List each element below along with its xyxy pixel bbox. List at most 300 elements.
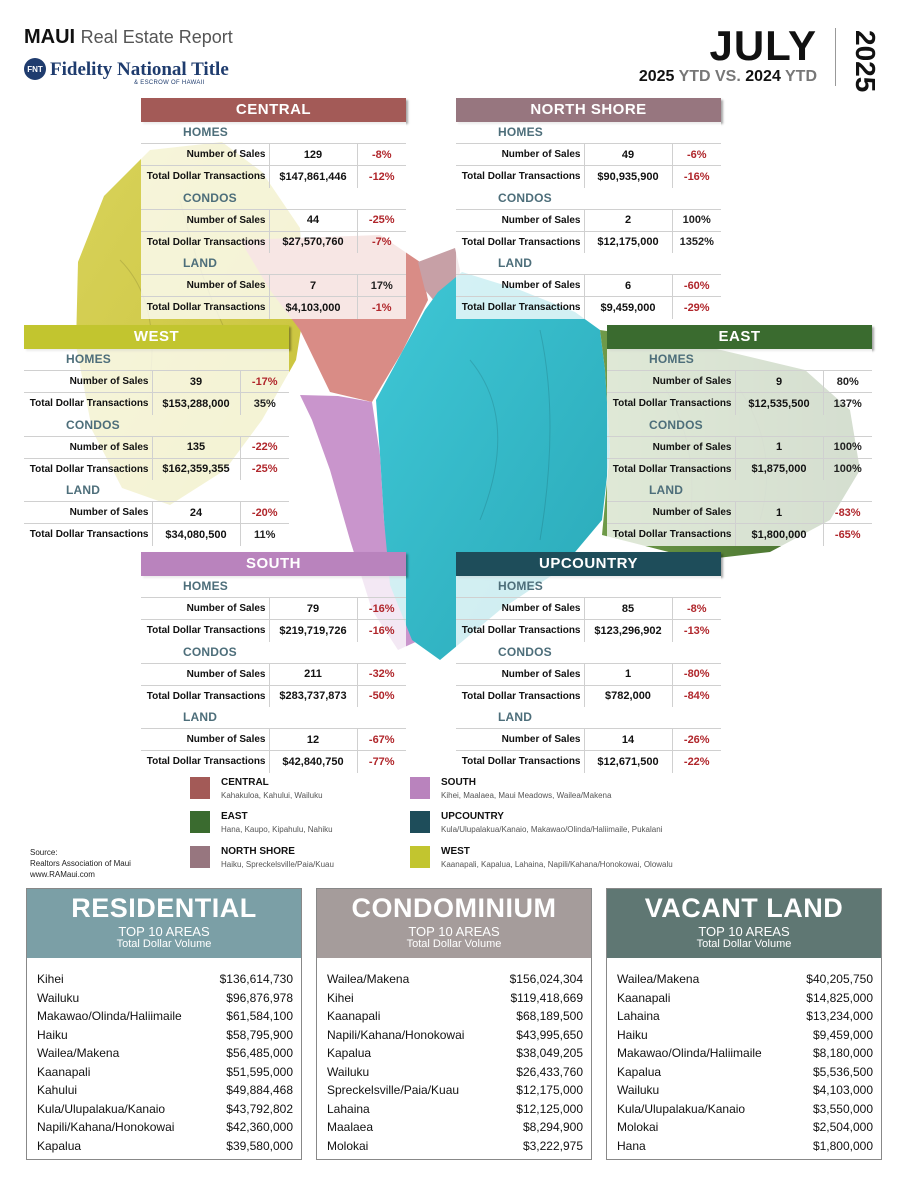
region-bar-east: EAST bbox=[607, 325, 872, 349]
dollar-change: 137% bbox=[823, 393, 872, 415]
area-name: Kaanapali bbox=[617, 990, 671, 1005]
list-item bbox=[617, 1044, 873, 1063]
legend-name: CENTRAL bbox=[221, 777, 269, 788]
area-name: Molokai bbox=[617, 1120, 659, 1134]
stats-table-homes bbox=[141, 143, 406, 188]
row-label: Total Dollar Transactions bbox=[141, 166, 269, 188]
table-row bbox=[456, 275, 721, 297]
stats-table-condos bbox=[141, 663, 406, 708]
sales-change: 100% bbox=[672, 209, 721, 231]
area-volume: $2,504,000 bbox=[812, 1120, 873, 1134]
row-label: Total Dollar Transactions bbox=[607, 393, 735, 415]
area-volume: $9,459,000 bbox=[812, 1027, 873, 1042]
area-name: Napili/Kahana/Honokowai bbox=[327, 1027, 465, 1042]
list-item bbox=[327, 1063, 583, 1082]
table-row bbox=[141, 166, 406, 188]
sales-change: -25% bbox=[357, 209, 406, 231]
dollar-change: -12% bbox=[357, 166, 406, 188]
area-name: Kaanapali bbox=[327, 1009, 381, 1023]
dollar-change: 11% bbox=[240, 524, 289, 546]
table-row bbox=[456, 166, 721, 188]
dollar-volume: $782,000 bbox=[584, 685, 672, 707]
area-volume: $58,795,900 bbox=[226, 1027, 293, 1042]
list-item bbox=[327, 989, 583, 1008]
top10-header-condominium bbox=[317, 889, 591, 958]
sales-count: 6 bbox=[584, 275, 672, 297]
list-item bbox=[617, 1007, 873, 1026]
list-item bbox=[617, 970, 873, 989]
table-row bbox=[141, 685, 406, 707]
sales-count: 79 bbox=[269, 598, 357, 620]
stats-table-land bbox=[141, 728, 406, 773]
stats-table-land bbox=[141, 274, 406, 319]
dollar-change: 35% bbox=[240, 393, 289, 415]
area-volume: $119,418,669 bbox=[510, 990, 583, 1005]
top10-subtitle-2: Total Dollar Volume bbox=[116, 938, 212, 950]
area-volume: $56,485,000 bbox=[226, 1046, 293, 1060]
list-item bbox=[617, 1063, 873, 1082]
section-label-condos: CONDOS bbox=[66, 417, 120, 432]
legend-swatch-west bbox=[410, 846, 430, 868]
top10-subtitle-2: Total Dollar Volume bbox=[406, 938, 502, 950]
area-volume: $38,049,205 bbox=[516, 1046, 583, 1060]
sales-change: -32% bbox=[357, 663, 406, 685]
area-name: Molokai bbox=[327, 1138, 369, 1153]
area-volume: $12,175,000 bbox=[516, 1083, 583, 1097]
sales-count: 211 bbox=[269, 663, 357, 685]
stats-table-homes bbox=[141, 597, 406, 642]
dollar-change: 1352% bbox=[672, 231, 721, 253]
sales-change: 80% bbox=[823, 371, 872, 393]
list-item bbox=[617, 989, 873, 1008]
area-name: Haiku bbox=[617, 1027, 648, 1042]
row-label: Number of Sales bbox=[141, 144, 269, 166]
area-name: Spreckelsville/Paia/Kuau bbox=[327, 1083, 460, 1097]
list-item bbox=[327, 1007, 583, 1026]
table-row bbox=[456, 209, 721, 231]
brand-name: MAUI bbox=[24, 26, 76, 48]
region-panel-central bbox=[141, 98, 406, 319]
top10-vacant-land bbox=[606, 888, 882, 1160]
top10-header-residential bbox=[27, 889, 301, 958]
area-volume: $3,550,000 bbox=[812, 1101, 873, 1116]
row-label: Total Dollar Transactions bbox=[24, 524, 152, 546]
row-label: Number of Sales bbox=[141, 729, 269, 751]
area-name: Kula/Ulupalakua/Kanaio bbox=[617, 1101, 746, 1116]
list-item bbox=[37, 1137, 293, 1156]
ytd-year-prior: 2024 bbox=[745, 68, 781, 85]
section-label-homes: HOMES bbox=[498, 125, 544, 139]
area-name: Wailea/Makena bbox=[617, 972, 700, 986]
area-name: Kapalua bbox=[37, 1138, 82, 1153]
ytd-end: YTD bbox=[785, 68, 817, 85]
section-label-condos: CONDOS bbox=[649, 417, 703, 432]
sales-change: -17% bbox=[240, 371, 289, 393]
region-panel-north-shore bbox=[456, 98, 721, 319]
top10-list-condominium bbox=[317, 958, 591, 1155]
dollar-volume: $9,459,000 bbox=[584, 297, 672, 319]
row-label: Total Dollar Transactions bbox=[24, 458, 152, 480]
area-name: Kihei bbox=[327, 990, 354, 1005]
table-row bbox=[24, 436, 289, 458]
top10-subtitle: TOP 10 AREAS bbox=[118, 924, 210, 939]
top10-subtitle-2: Total Dollar Volume bbox=[696, 938, 792, 950]
area-name: Kapalua bbox=[617, 1064, 662, 1079]
list-item bbox=[327, 1118, 583, 1137]
dollar-change: -1% bbox=[357, 297, 406, 319]
legend-east bbox=[190, 811, 333, 834]
row-label: Number of Sales bbox=[141, 209, 269, 231]
section-label-land: LAND bbox=[498, 710, 533, 724]
area-volume: $96,876,978 bbox=[226, 990, 293, 1005]
table-row bbox=[607, 393, 872, 415]
section-label-condos: CONDOS bbox=[498, 190, 552, 205]
table-row bbox=[24, 371, 289, 393]
top10-residential bbox=[26, 888, 302, 1160]
area-volume: $49,884,468 bbox=[226, 1083, 293, 1097]
area-volume: $3,222,975 bbox=[522, 1138, 583, 1153]
dollar-volume: $123,296,902 bbox=[584, 620, 672, 642]
area-name: Lahaina bbox=[327, 1101, 370, 1116]
sales-change: -60% bbox=[672, 275, 721, 297]
table-row bbox=[607, 502, 872, 524]
area-name: Haiku bbox=[37, 1027, 68, 1042]
report-month: JULY bbox=[709, 22, 817, 69]
report-title bbox=[24, 26, 233, 49]
legend-swatch-central bbox=[190, 777, 210, 799]
area-volume: $156,024,304 bbox=[509, 972, 583, 986]
list-item bbox=[617, 1100, 873, 1119]
table-row bbox=[456, 297, 721, 319]
sales-count: 85 bbox=[584, 598, 672, 620]
row-label: Number of Sales bbox=[456, 144, 584, 166]
table-row bbox=[141, 209, 406, 231]
top10-header-vacant-land bbox=[607, 889, 881, 958]
dollar-volume: $12,535,500 bbox=[735, 393, 823, 415]
row-label: Number of Sales bbox=[456, 598, 584, 620]
stats-table-land bbox=[456, 728, 721, 773]
fidelity-logo bbox=[24, 58, 229, 80]
stats-table-land bbox=[456, 274, 721, 319]
area-volume: $1,800,000 bbox=[812, 1138, 873, 1153]
row-label: Number of Sales bbox=[141, 598, 269, 620]
table-row bbox=[141, 297, 406, 319]
legend-swatch-upcountry bbox=[410, 811, 430, 833]
stats-table-condos bbox=[607, 436, 872, 481]
row-label: Number of Sales bbox=[456, 275, 584, 297]
region-bar-north-shore: NORTH SHORE bbox=[456, 98, 721, 122]
area-name: Kapalua bbox=[327, 1046, 372, 1060]
stats-table-condos bbox=[141, 209, 406, 254]
stats-table-condos bbox=[24, 436, 289, 481]
stats-table-land bbox=[24, 501, 289, 546]
area-volume: $136,614,730 bbox=[219, 972, 293, 986]
region-panel-upcountry bbox=[456, 552, 721, 773]
row-label: Number of Sales bbox=[456, 209, 584, 231]
legend-upcountry bbox=[410, 811, 662, 834]
area-name: Wailuku bbox=[37, 990, 80, 1005]
ytd-year-current: 2025 bbox=[638, 68, 675, 85]
row-label: Number of Sales bbox=[607, 502, 735, 524]
area-volume: $26,433,760 bbox=[516, 1064, 583, 1079]
dollar-change: -13% bbox=[672, 620, 721, 642]
top10-list-vacant-land bbox=[607, 958, 881, 1155]
region-bar-south: SOUTH bbox=[141, 552, 406, 576]
stats-table-homes bbox=[456, 597, 721, 642]
legend-cities: Kula/Ulupalakua/Kanaio, Makawao/Olinda/Haliimaile, Pukalani bbox=[441, 825, 663, 834]
ytd-mid: YTD VS. bbox=[678, 68, 741, 85]
row-label: Total Dollar Transactions bbox=[456, 166, 584, 188]
dollar-volume: $42,840,750 bbox=[269, 751, 357, 773]
sales-change: -22% bbox=[240, 436, 289, 458]
area-name: Wailea/Makena bbox=[37, 1046, 120, 1060]
row-label: Number of Sales bbox=[607, 371, 735, 393]
legend-name: WEST bbox=[441, 846, 470, 857]
area-name: Wailea/Makena bbox=[327, 972, 410, 986]
area-volume: $13,234,000 bbox=[806, 1009, 873, 1023]
logo-seal-icon: FNT bbox=[24, 58, 46, 80]
section-label-homes: HOMES bbox=[498, 579, 544, 593]
area-volume: $68,189,500 bbox=[516, 1009, 583, 1023]
legend-cities: Kahakuloa, Kahului, Wailuku bbox=[221, 791, 323, 800]
area-volume: $42,360,000 bbox=[226, 1120, 293, 1134]
dollar-volume: $219,719,726 bbox=[269, 620, 357, 642]
section-label-condos: CONDOS bbox=[183, 190, 237, 205]
legend-name: EAST bbox=[221, 811, 248, 822]
area-volume: $39,580,000 bbox=[226, 1138, 293, 1153]
area-name: Wailuku bbox=[617, 1083, 660, 1097]
list-item bbox=[327, 1081, 583, 1100]
area-volume: $4,103,000 bbox=[812, 1083, 873, 1097]
region-stats-west bbox=[24, 349, 289, 546]
legend-cities: Haiku, Spreckelsville/Paia/Kuau bbox=[221, 860, 334, 869]
row-label: Total Dollar Transactions bbox=[456, 685, 584, 707]
area-volume: $43,995,650 bbox=[516, 1027, 583, 1042]
section-label-land: LAND bbox=[649, 483, 684, 497]
source-note bbox=[30, 847, 131, 880]
region-stats-central bbox=[141, 122, 406, 319]
row-label: Number of Sales bbox=[456, 663, 584, 685]
table-row bbox=[141, 598, 406, 620]
area-name: Napili/Kahana/Honokowai bbox=[37, 1120, 175, 1134]
dollar-volume: $283,737,873 bbox=[269, 685, 357, 707]
row-label: Total Dollar Transactions bbox=[456, 620, 584, 642]
area-name: Kahului bbox=[37, 1083, 78, 1097]
sales-count: 12 bbox=[269, 729, 357, 751]
section-label-homes: HOMES bbox=[183, 579, 229, 593]
stats-table-homes bbox=[24, 370, 289, 415]
dollar-volume: $27,570,760 bbox=[269, 231, 357, 253]
list-item bbox=[37, 1007, 293, 1026]
stats-table-homes bbox=[607, 370, 872, 415]
section-label-homes: HOMES bbox=[649, 352, 695, 366]
row-label: Number of Sales bbox=[24, 371, 152, 393]
row-label: Number of Sales bbox=[24, 502, 152, 524]
legend-name: NORTH SHORE bbox=[221, 846, 295, 857]
region-panel-south bbox=[141, 552, 406, 773]
sales-change: -8% bbox=[672, 598, 721, 620]
list-item bbox=[327, 1100, 583, 1119]
legend-north-shore bbox=[190, 846, 334, 869]
table-row bbox=[141, 620, 406, 642]
dollar-change: -16% bbox=[357, 620, 406, 642]
top10-list-residential bbox=[27, 958, 301, 1155]
legend-central bbox=[190, 777, 323, 800]
region-bar-central: CENTRAL bbox=[141, 98, 406, 122]
dollar-change: -25% bbox=[240, 458, 289, 480]
row-label: Total Dollar Transactions bbox=[141, 685, 269, 707]
dollar-volume: $12,671,500 bbox=[584, 751, 672, 773]
row-label: Number of Sales bbox=[607, 436, 735, 458]
area-volume: $40,205,750 bbox=[806, 972, 873, 986]
table-row bbox=[607, 524, 872, 546]
dollar-volume: $12,175,000 bbox=[584, 231, 672, 253]
table-row bbox=[456, 620, 721, 642]
dollar-change: -22% bbox=[672, 751, 721, 773]
sales-count: 24 bbox=[152, 502, 240, 524]
area-name: Wailuku bbox=[327, 1064, 370, 1079]
legend-name: UPCOUNTRY bbox=[441, 811, 504, 822]
area-volume: $51,595,000 bbox=[226, 1064, 293, 1079]
sales-change: -83% bbox=[823, 502, 872, 524]
area-name: Kihei bbox=[37, 972, 64, 986]
table-row bbox=[607, 436, 872, 458]
top10-condominium bbox=[316, 888, 592, 1160]
legend-swatch-east bbox=[190, 811, 210, 833]
region-stats-upcountry bbox=[456, 576, 721, 773]
section-label-land: LAND bbox=[183, 710, 218, 724]
dollar-change: -84% bbox=[672, 685, 721, 707]
stats-table-land bbox=[607, 501, 872, 546]
table-row bbox=[456, 231, 721, 253]
row-label: Number of Sales bbox=[456, 729, 584, 751]
list-item bbox=[37, 970, 293, 989]
row-label: Total Dollar Transactions bbox=[141, 231, 269, 253]
area-name: Makawao/Olinda/Haliimaile bbox=[37, 1009, 182, 1023]
dollar-change: -77% bbox=[357, 751, 406, 773]
top10-subtitle: TOP 10 AREAS bbox=[698, 924, 790, 939]
report-subtitle: Real Estate Report bbox=[80, 27, 233, 47]
row-label: Total Dollar Transactions bbox=[24, 393, 152, 415]
source-label: Source: bbox=[30, 848, 58, 857]
legend-cities: Kihei, Maalaea, Maui Meadows, Wailea/Makena bbox=[441, 791, 612, 800]
sales-count: 1 bbox=[735, 436, 823, 458]
row-label: Number of Sales bbox=[141, 663, 269, 685]
vertical-year bbox=[845, 30, 885, 92]
region-panel-east bbox=[607, 325, 872, 546]
ytd-comparison bbox=[639, 68, 817, 86]
area-name: Maalaea bbox=[327, 1120, 374, 1134]
dollar-change: -65% bbox=[823, 524, 872, 546]
list-item bbox=[37, 1081, 293, 1100]
section-label-land: LAND bbox=[66, 483, 101, 497]
table-row bbox=[456, 598, 721, 620]
sales-count: 7 bbox=[269, 275, 357, 297]
sales-change: -80% bbox=[672, 663, 721, 685]
area-name: Kula/Ulupalakua/Kanaio bbox=[37, 1101, 166, 1116]
legend-cities: Hana, Kaupo, Kipahulu, Nahiku bbox=[221, 825, 333, 834]
list-item bbox=[37, 1044, 293, 1063]
table-row bbox=[607, 458, 872, 480]
table-row bbox=[456, 751, 721, 773]
row-label: Number of Sales bbox=[141, 275, 269, 297]
list-item bbox=[327, 1044, 583, 1063]
table-row bbox=[141, 144, 406, 166]
area-name: Hana bbox=[617, 1138, 646, 1153]
sales-count: 129 bbox=[269, 144, 357, 166]
row-label: Total Dollar Transactions bbox=[607, 458, 735, 480]
list-item bbox=[617, 1137, 873, 1156]
area-volume: $5,536,500 bbox=[812, 1064, 873, 1079]
row-label: Total Dollar Transactions bbox=[456, 751, 584, 773]
list-item bbox=[37, 1118, 293, 1137]
sales-count: 135 bbox=[152, 436, 240, 458]
legend-name: SOUTH bbox=[441, 777, 476, 788]
section-label-land: LAND bbox=[498, 256, 533, 270]
sales-count: 1 bbox=[735, 502, 823, 524]
list-item bbox=[617, 1118, 873, 1137]
table-row bbox=[141, 751, 406, 773]
dollar-change: 100% bbox=[823, 458, 872, 480]
list-item bbox=[327, 1137, 583, 1156]
table-row bbox=[456, 685, 721, 707]
table-row bbox=[141, 663, 406, 685]
top10-title: VACANT LAND bbox=[644, 893, 844, 923]
table-row bbox=[24, 502, 289, 524]
top10-title: CONDOMINIUM bbox=[351, 893, 557, 923]
logo-subtext: & ESCROW OF HAWAII bbox=[134, 80, 205, 86]
table-row bbox=[456, 729, 721, 751]
row-label: Total Dollar Transactions bbox=[456, 231, 584, 253]
sales-change: -26% bbox=[672, 729, 721, 751]
list-item bbox=[327, 1026, 583, 1045]
sales-change: 17% bbox=[357, 275, 406, 297]
dollar-volume: $1,800,000 bbox=[735, 524, 823, 546]
dollar-change: -50% bbox=[357, 685, 406, 707]
table-row bbox=[456, 663, 721, 685]
sales-change: -20% bbox=[240, 502, 289, 524]
dollar-volume: $1,875,000 bbox=[735, 458, 823, 480]
logo-text: Fidelity National Title bbox=[50, 58, 229, 80]
region-stats-east bbox=[607, 349, 872, 546]
list-item bbox=[37, 1100, 293, 1119]
source-org: Realtors Association of Maui bbox=[30, 859, 131, 868]
area-volume: $43,792,802 bbox=[226, 1101, 293, 1116]
list-item bbox=[37, 1063, 293, 1082]
section-label-condos: CONDOS bbox=[183, 644, 237, 659]
row-label: Total Dollar Transactions bbox=[607, 524, 735, 546]
sales-change: -6% bbox=[672, 144, 721, 166]
list-item bbox=[617, 1081, 873, 1100]
legend-south bbox=[410, 777, 611, 800]
section-label-homes: HOMES bbox=[66, 352, 112, 366]
row-label: Total Dollar Transactions bbox=[141, 297, 269, 319]
dollar-volume: $34,080,500 bbox=[152, 524, 240, 546]
area-volume: $61,584,100 bbox=[226, 1009, 293, 1023]
sales-count: 39 bbox=[152, 371, 240, 393]
table-row bbox=[141, 275, 406, 297]
area-name: Kaanapali bbox=[37, 1064, 91, 1079]
region-bar-west: WEST bbox=[24, 325, 289, 349]
legend-cities: Kaanapali, Kapalua, Lahaina, Napili/Kahana/Honokowai, Olowalu bbox=[441, 860, 673, 869]
dollar-volume: $153,288,000 bbox=[152, 393, 240, 415]
section-label-homes: HOMES bbox=[183, 125, 229, 139]
region-stats-north-shore bbox=[456, 122, 721, 319]
list-item bbox=[327, 970, 583, 989]
source-url[interactable]: www.RAMaui.com bbox=[30, 870, 95, 879]
row-label: Total Dollar Transactions bbox=[456, 297, 584, 319]
dollar-volume: $4,103,000 bbox=[269, 297, 357, 319]
